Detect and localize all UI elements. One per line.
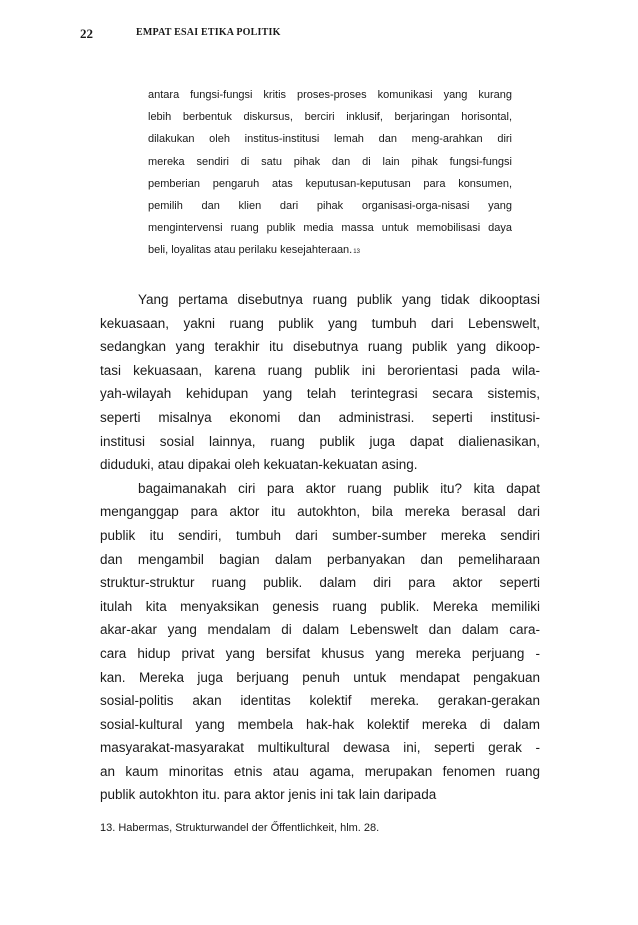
- body-line: menganggap para aktor itu autokhton, bila mereka berasal dari: [100, 504, 540, 520]
- body-line: kan. Mereka juga berjuang penuh untuk mendapat pengakuan: [100, 669, 540, 685]
- running-head: EMPAT ESAI ETIKA POLITIK: [136, 27, 281, 38]
- quote-line: antara fungsi-fungsi kritis proses-proses komunikasi yang kurang: [148, 89, 512, 101]
- body-line: publik itu sendiri, tumbuh dari sumber-sumber mereka sendiri: [100, 527, 540, 543]
- body-line: bagaimanakah ciri para aktor ruang publik itu? kita dapat: [138, 480, 540, 496]
- body-line: an kaum minoritas etnis atau agama, merupakan fenomen ruang: [100, 763, 540, 779]
- body-line: itulah kita menyaksikan genesis ruang publik. Mereka memiliki: [100, 598, 540, 614]
- quote-line: pemberian pengaruh atas keputusan-keputusan para konsumen,: [148, 177, 512, 190]
- body-line: tasi kekuasaan, karena ruang publik ini berorientasi pada wila-: [100, 362, 540, 378]
- page-header: [0, 26, 638, 46]
- body-line: yah-wilayah kehidupan yang telah terintegrasi secara sistemis,: [100, 386, 540, 402]
- body-line: sosial-kultural yang membela hak-hak kolektif mereka di dalam: [100, 716, 540, 732]
- body-line: struktur-struktur ruang publik. dalam diri para aktor seperti: [100, 575, 540, 591]
- body-line: masyarakat-masyarakat multikultural dewasa ini, seperti gerak -: [100, 740, 540, 756]
- body-line: sedangkan yang terakhir itu disebutnya ruang publik yang dikoop-: [100, 339, 540, 355]
- body-line: sosial-politis akan identitas kolektif mereka. gerakan-gerakan: [100, 693, 540, 709]
- page-number: 22: [80, 26, 93, 41]
- quote-line: pemilih dan klien dari pihak organisasi-orga-nisasi yang: [148, 199, 512, 212]
- body-line: akar-akar yang mendalam di dalam Lebenswelt dan dalam cara-: [100, 622, 540, 638]
- body-line: Yang pertama disebutnya ruang publik yang tidak dikooptasi: [138, 292, 540, 307]
- body-line: diduduki, atau dipakai oleh kekuatan-kekuatan asing.: [100, 457, 418, 473]
- quote-line: dilakukan oleh institus-institusi lemah dan meng-arahkan diri: [148, 133, 512, 146]
- footnote: 13. Habermas, Strukturwandel der Őffentlichkeit, hlm. 28.: [100, 822, 380, 834]
- body-line: publik autokhton itu. para aktor jenis ini tak lain daripada: [100, 787, 437, 803]
- quote-line: mengintervensi ruang publik media massa untuk memobilisasi daya: [148, 222, 512, 235]
- quote-line: lebih berbentuk diskursus, berciri inklusif, berjaringan horisontal,: [148, 111, 512, 124]
- body-line: institusi sosial lainnya, ruang publik juga dapat dialienasikan,: [100, 433, 540, 449]
- body-line: cara hidup privat yang bersifat khusus yang mereka perjuang -: [100, 645, 540, 661]
- quote-line-text: beli, loyalitas atau perilaku kesejahteraan.: [148, 244, 353, 257]
- body-line: seperti misalnya ekonomi dan administrasi. seperti institusi-: [100, 409, 540, 425]
- body-line: dan mengambil bagian dalam perbanyakan dan pemeliharaan: [100, 551, 540, 567]
- quote-line-last: [148, 239, 512, 261]
- block-quote: [148, 84, 512, 262]
- body-text: [100, 288, 540, 807]
- footnote-reference: 13: [353, 249, 360, 256]
- quote-line: mereka sendiri di satu pihak dan di lain pihak fungsi-fungsi: [148, 155, 512, 168]
- body-line: kekuasaan, yakni ruang publik yang tumbuh dari Lebenswelt,: [100, 315, 540, 331]
